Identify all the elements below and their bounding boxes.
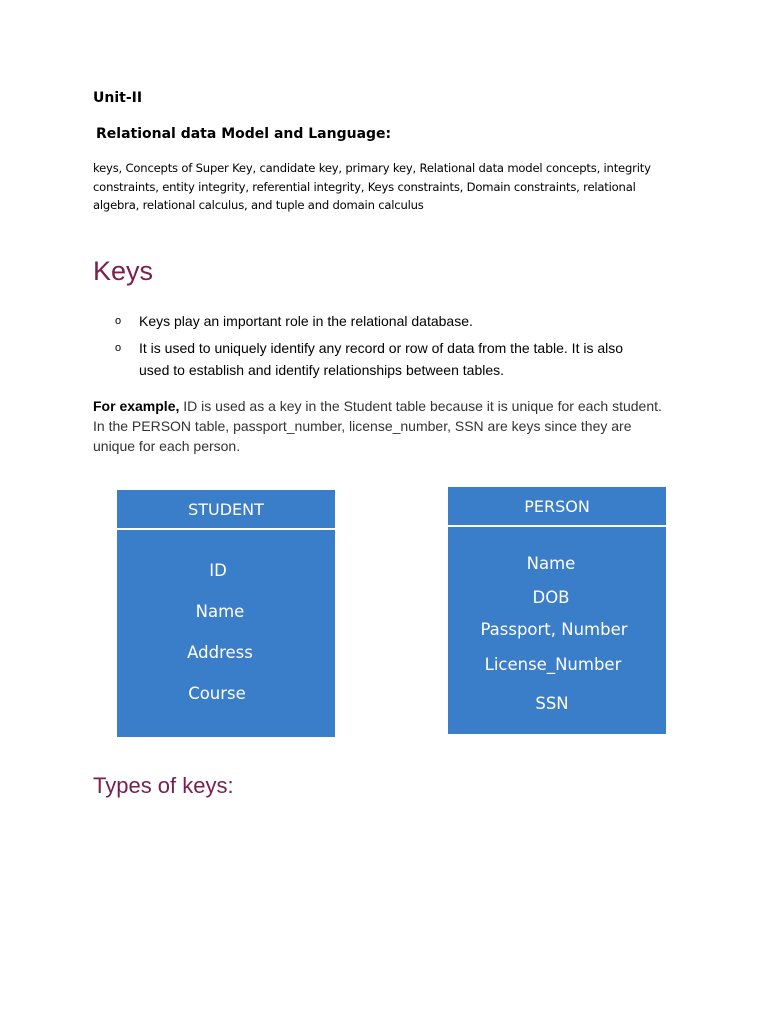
section-subtitle: Relational data Model and Language: [96,126,392,142]
person-table-diagram [448,487,666,734]
unit-label: Unit-II [93,90,143,106]
student-field: ID [209,561,227,580]
bullet-circle-icon: o [115,342,122,354]
bullet-item [115,310,655,332]
student-table-title: STUDENT [117,490,335,530]
bullet-circle-icon: o [115,315,122,327]
person-field: Passport, Number [480,620,628,639]
person-field: Name [526,554,576,573]
keys-bullet-list [115,310,655,386]
person-field: SSN [535,694,569,713]
person-field: License_Number [484,655,622,674]
bullet-text: It is used to uniquely identify any record or row of data from the table. It is also used to establish and identify relationships between tables. [139,340,624,378]
person-table-title: PERSON [448,487,666,527]
student-field: Course [188,684,246,703]
types-of-keys-heading: Types of keys: [93,773,234,798]
student-field: Name [195,602,245,621]
keys-heading: Keys [93,256,154,286]
student-table-diagram [117,490,335,737]
syllabus-text: keys, Concepts of Super Key, candidate key, primary key, Relational data model concepts, integrity constraints, entity integrity, referential integrity, Keys constraints, Domain constraints, relational algebra, relational calculus, and tuple and domain calculus [93,161,651,212]
example-lead: For example, [93,398,180,414]
bullet-item [115,337,655,381]
example-text: ID is used as a key in the Student table because it is unique for each student. In the PERSON table, passport_number, license_number, SSN are keys since they are unique for each person. [93,398,662,454]
student-field: Address [187,643,253,662]
person-field: DOB [532,588,570,607]
example-paragraph [93,396,673,456]
bullet-text: Keys play an important role in the relational database. [139,313,473,329]
